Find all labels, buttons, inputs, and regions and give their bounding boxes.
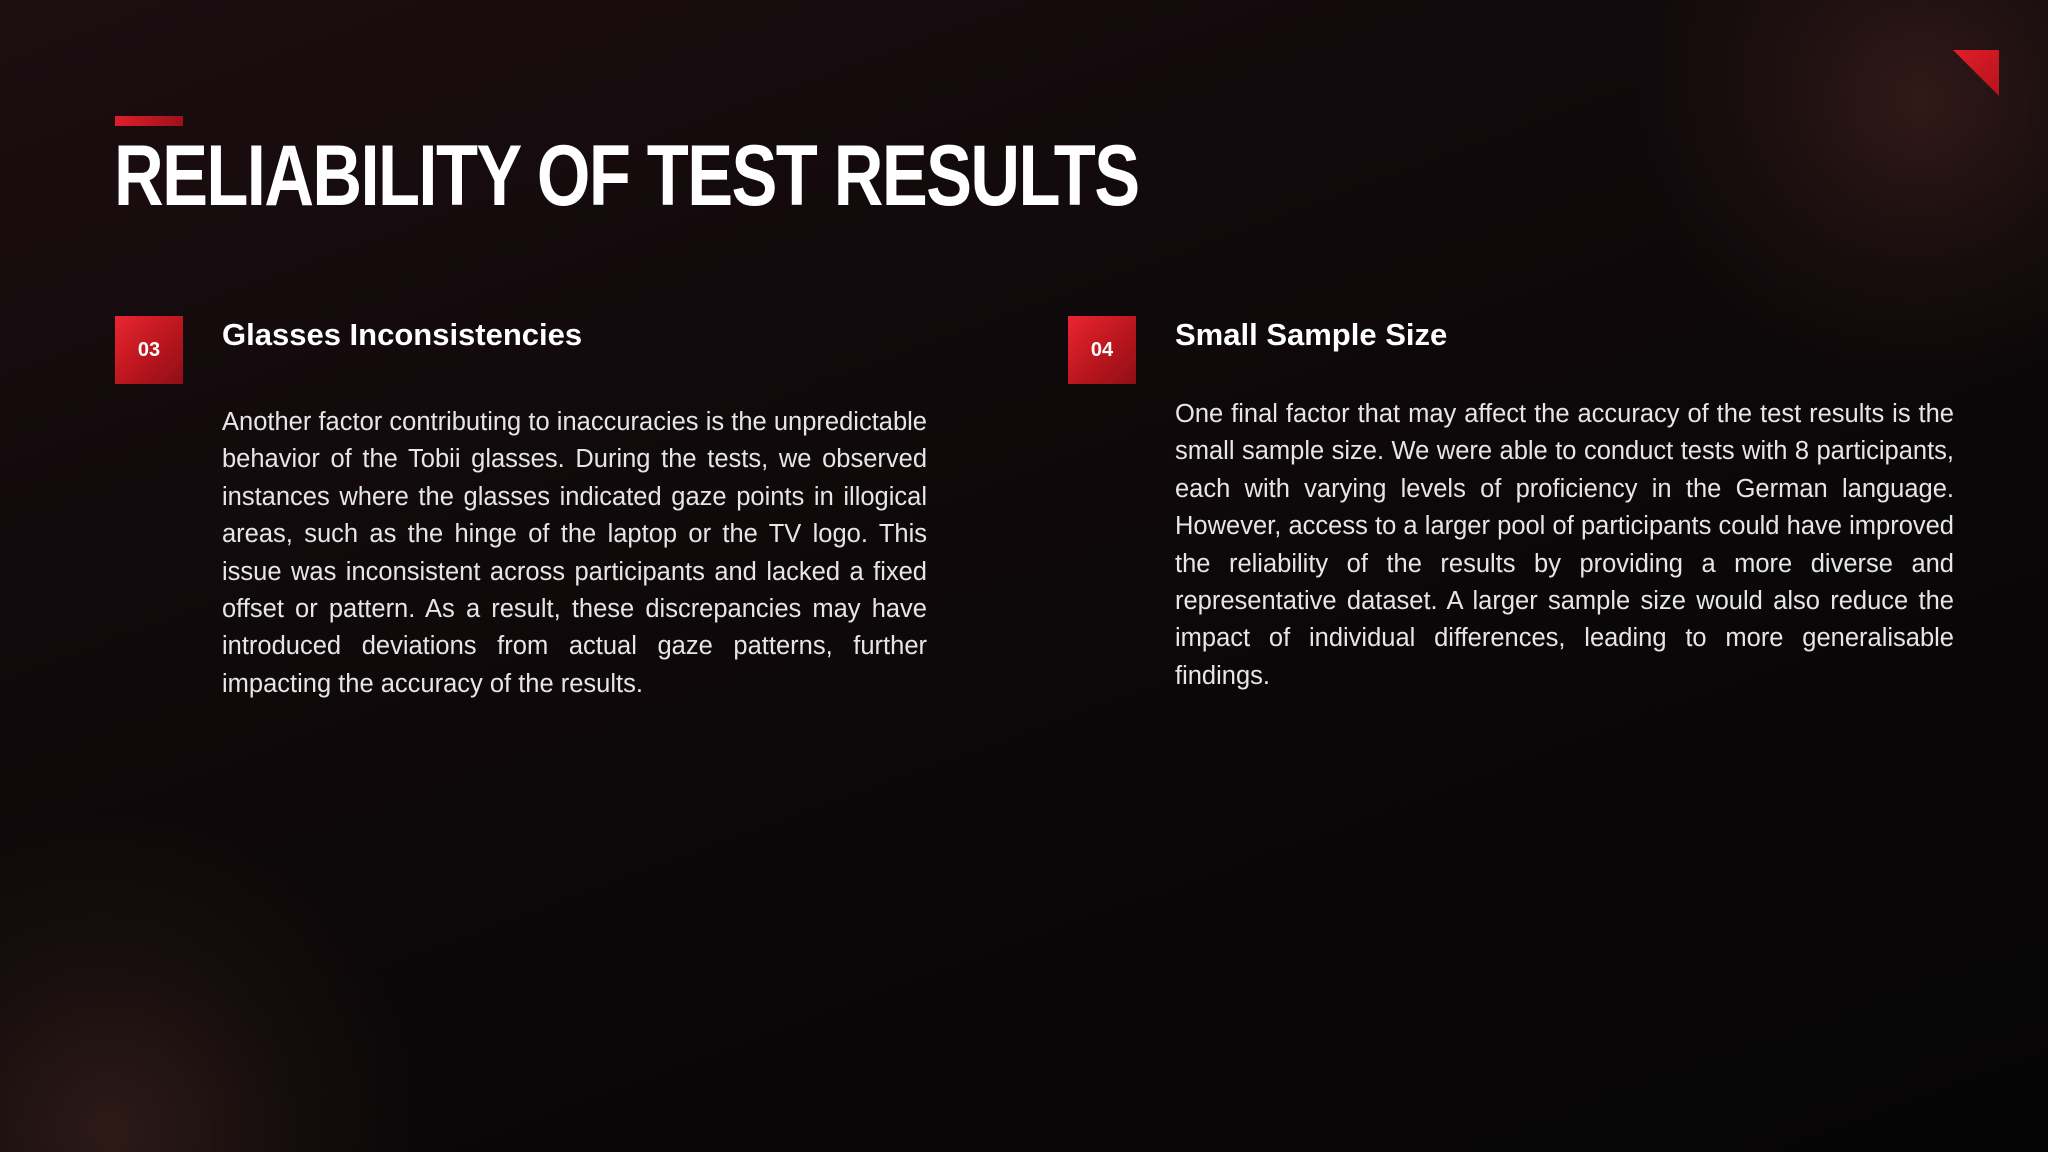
section-number-04: 04 <box>1090 338 1114 361</box>
section-body-small-sample-size: One final factor that may affect the accuracy of the test results is the small sample size. We were able to conduct tests with 8 participants, each with varying levels of proficiency in the German language. However, access to a larger pool of participants could have improved the reliability of the results by providing a more diverse and representative dataset. A larger sample size would also reduce the impact of individual differences, leading to more generalisable findings. <box>1175 400 1954 690</box>
background-glow-bottom-left <box>0 820 420 1152</box>
title-accent-bar <box>115 116 183 126</box>
section-heading-glasses-inconsistencies: Glasses Inconsistencies <box>222 317 583 352</box>
page-title: RELIABILITY OF TEST RESULTS <box>114 128 1139 224</box>
section-number-badge-03 <box>115 316 183 384</box>
section-number-badge-04 <box>1068 316 1136 384</box>
section-body-glasses-inconsistencies: Another factor contributing to inaccuracies is the unpredictable behavior of the Tobii glasses. During the tests, we observed instances where the glasses indicated gaze points in illogical areas, such as the hinge of the laptop or the TV logo. This issue was inconsistent across participants and lacked a fixed offset or pattern. As a result, these discrepancies may have introduced deviations from actual gaze patterns, further impacting the accuracy of the results. <box>222 408 927 698</box>
section-heading-small-sample-size: Small Sample Size <box>1175 317 1448 352</box>
section-number-03: 03 <box>137 338 161 361</box>
